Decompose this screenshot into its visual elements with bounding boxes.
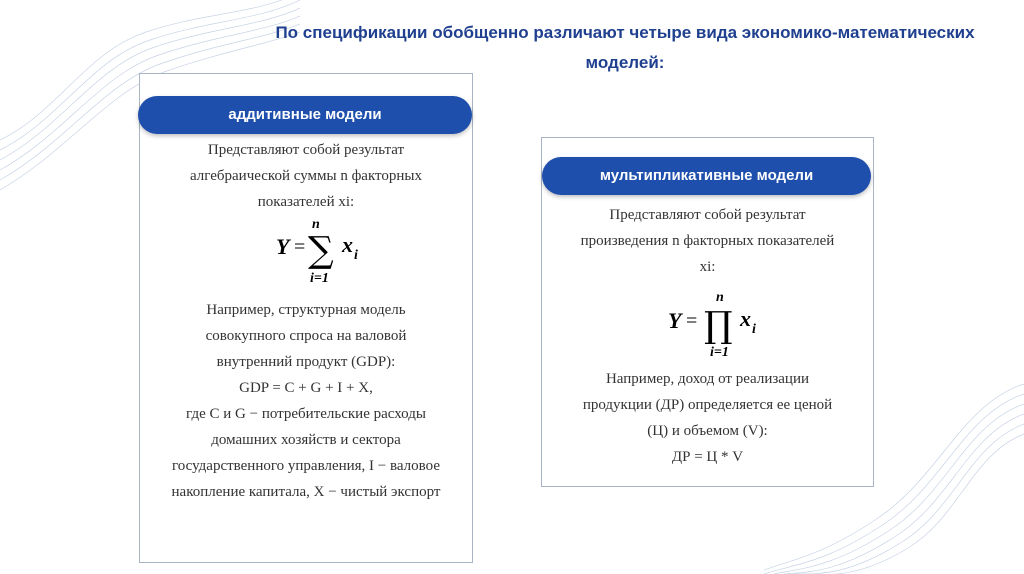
additive-intro-line: показателей xi: xyxy=(257,194,355,210)
title-line-1: По спецификации обобщенно различают четыре вида экономико-математических xyxy=(275,23,975,42)
additive-example-line: внутренний продукт (GDP): xyxy=(216,354,396,370)
sum-operator-icon: ∑ xyxy=(308,230,334,271)
formula-term: x xyxy=(740,306,751,331)
title-line-2: моделей: xyxy=(585,53,665,72)
multiplicative-intro xyxy=(542,202,873,280)
additive-models-label: аддитивные модели xyxy=(138,96,472,134)
additive-intro-line: алгебраической суммы n факторных xyxy=(190,168,422,184)
additive-intro xyxy=(140,137,472,215)
additive-example-line: где C и G − потребительские расходы xyxy=(186,406,426,422)
additive-example-line: GDP = C + G + I + X, xyxy=(239,380,373,396)
formula-term-subscript: i xyxy=(354,248,358,263)
additive-intro-line: Представляют собой результат xyxy=(207,142,405,158)
page-title xyxy=(240,18,1010,78)
sum-formula xyxy=(272,216,392,286)
multiplicative-intro-line: Представляют собой результат xyxy=(609,207,806,223)
multiplicative-example-line: Например, доход от реализации xyxy=(605,371,810,387)
formula-sum-upper: n xyxy=(312,217,320,232)
multiplicative-example-line: продукции (ДР) определяется ее ценой xyxy=(582,397,833,413)
multiplicative-intro-line: xi: xyxy=(699,259,716,275)
formula-equals: = xyxy=(294,236,306,258)
product-operator-icon: ∏ xyxy=(704,305,733,346)
formula-product-lower: i=1 xyxy=(710,345,729,360)
formula-product-upper: n xyxy=(716,290,724,305)
additive-example-line: домашних хозяйств и сектора xyxy=(211,432,401,448)
formula-term-subscript: i xyxy=(752,322,756,337)
formula-lhs: Y xyxy=(668,308,682,333)
formula-lhs: Y xyxy=(276,234,290,259)
multiplicative-models-label: мультипликативные модели xyxy=(542,157,871,195)
additive-example-line: совокупного спроса на валовой xyxy=(205,328,407,344)
additive-example-line: Например, структурная модель xyxy=(206,302,406,318)
multiplicative-intro-line: произведения n факторных показателей xyxy=(580,233,835,249)
formula-term: x xyxy=(342,232,353,257)
formula-equals: = xyxy=(686,310,698,332)
product-formula xyxy=(664,288,784,360)
multiplicative-example-line: (Ц) и объемом (V): xyxy=(647,423,768,439)
additive-example xyxy=(140,297,472,505)
multiplicative-example xyxy=(542,366,873,470)
additive-example-line: государственного управления, I − валовое xyxy=(171,458,440,474)
formula-sum-lower: i=1 xyxy=(310,271,329,286)
multiplicative-example-line: ДР = Ц * V xyxy=(671,449,744,465)
additive-example-line: накопление капитала, X − чистый экспорт xyxy=(171,484,441,500)
